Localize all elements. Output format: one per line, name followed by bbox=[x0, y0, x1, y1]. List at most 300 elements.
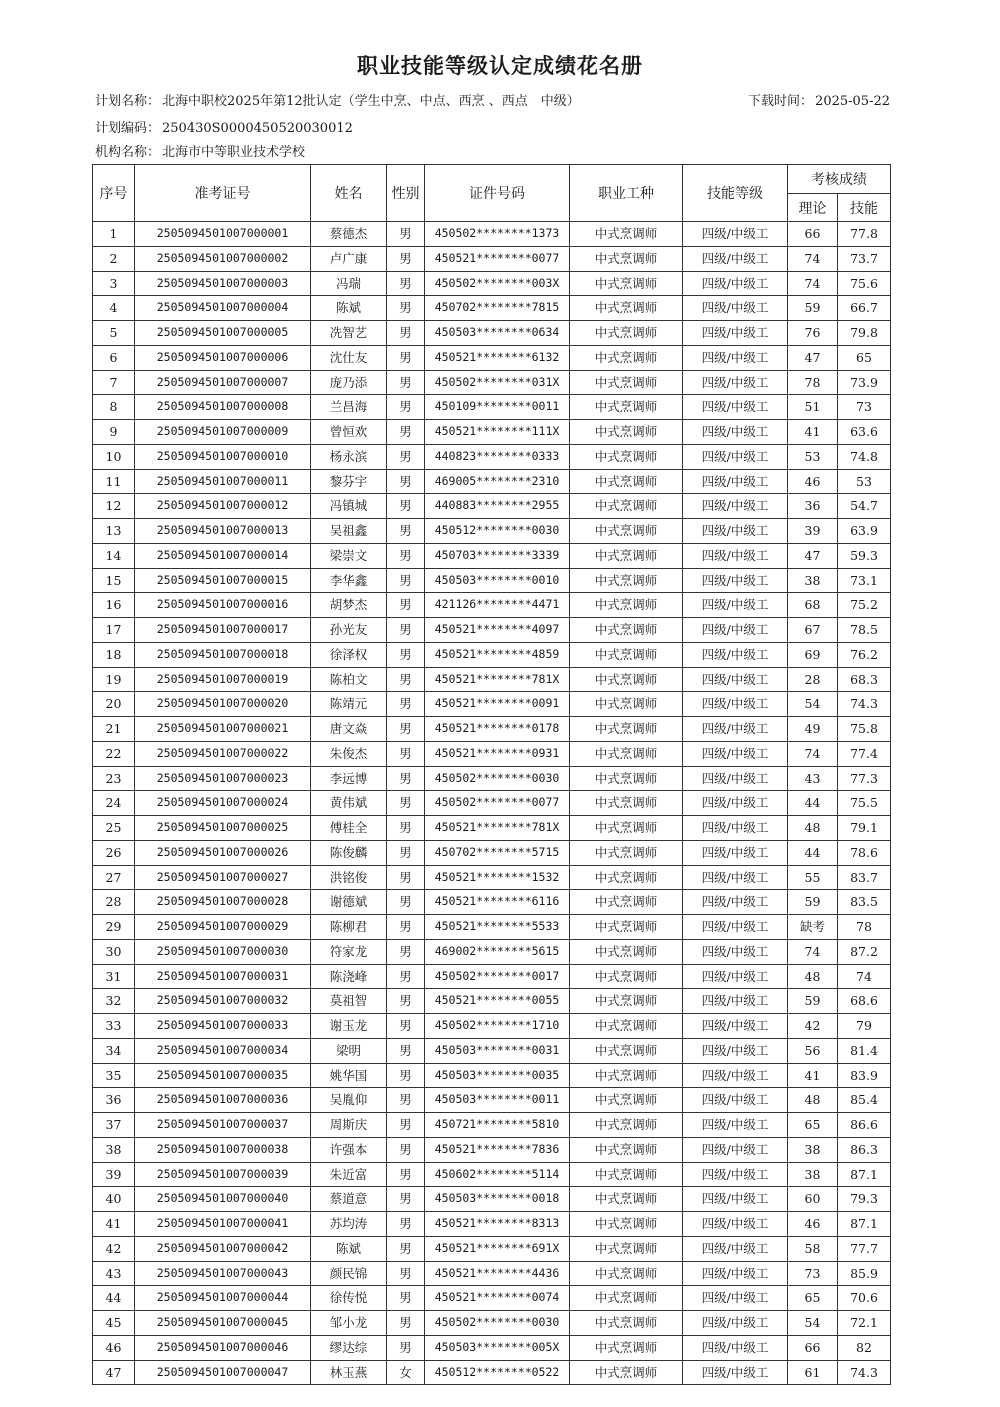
theory-score-cell: 74 bbox=[788, 271, 838, 296]
exam-id-cell: 2505094501007000008 bbox=[135, 395, 311, 420]
skill-level-cell: 四级/中级工 bbox=[683, 444, 788, 469]
theory-score-cell: 36 bbox=[788, 494, 838, 519]
theory-score-cell: 41 bbox=[788, 420, 838, 445]
name-cell: 蔡德杰 bbox=[311, 222, 387, 247]
table-row bbox=[93, 964, 891, 989]
name-cell: 梁明 bbox=[311, 1038, 387, 1063]
theory-score-cell: 38 bbox=[788, 1137, 838, 1162]
skill-level-cell: 四级/中级工 bbox=[683, 593, 788, 618]
exam-id-cell: 2505094501007000044 bbox=[135, 1286, 311, 1311]
theory-score-cell: 38 bbox=[788, 1162, 838, 1187]
theory-score-cell: 53 bbox=[788, 444, 838, 469]
skill-score-cell: 87.2 bbox=[838, 939, 891, 964]
seq-cell: 38 bbox=[93, 1137, 135, 1162]
id-number-cell: 450521********8313 bbox=[425, 1212, 570, 1237]
exam-id-cell: 2505094501007000030 bbox=[135, 939, 311, 964]
id-number-cell: 450521********111X bbox=[425, 420, 570, 445]
occupation-cell: 中式烹调师 bbox=[570, 1212, 683, 1237]
gender-cell: 男 bbox=[387, 766, 425, 791]
skill-level-cell: 四级/中级工 bbox=[683, 865, 788, 890]
skill-level-cell: 四级/中级工 bbox=[683, 543, 788, 568]
table-row bbox=[93, 618, 891, 643]
table-row bbox=[93, 1360, 891, 1385]
skill-level-cell: 四级/中级工 bbox=[683, 1038, 788, 1063]
gender-cell: 女 bbox=[387, 1360, 425, 1385]
exam-id-cell: 2505094501007000038 bbox=[135, 1137, 311, 1162]
table-row bbox=[93, 345, 891, 370]
table-row bbox=[93, 1088, 891, 1113]
exam-id-cell: 2505094501007000031 bbox=[135, 964, 311, 989]
theory-score-cell: 39 bbox=[788, 519, 838, 544]
skill-score-cell: 87.1 bbox=[838, 1162, 891, 1187]
name-cell: 庞乃添 bbox=[311, 370, 387, 395]
exam-id-cell: 2505094501007000045 bbox=[135, 1311, 311, 1336]
seq-cell: 30 bbox=[93, 939, 135, 964]
gender-cell: 男 bbox=[387, 519, 425, 544]
table-row bbox=[93, 444, 891, 469]
score-roster-table bbox=[92, 164, 891, 1385]
roster-body bbox=[93, 222, 891, 1385]
skill-score-cell: 79.3 bbox=[838, 1187, 891, 1212]
table-row bbox=[93, 865, 891, 890]
skill-level-cell: 四级/中级工 bbox=[683, 1187, 788, 1212]
seq-cell: 12 bbox=[93, 494, 135, 519]
skill-level-cell: 四级/中级工 bbox=[683, 568, 788, 593]
exam-id-cell: 2505094501007000042 bbox=[135, 1236, 311, 1261]
seq-cell: 18 bbox=[93, 642, 135, 667]
seq-cell: 26 bbox=[93, 840, 135, 865]
id-number-cell: 469005********2310 bbox=[425, 469, 570, 494]
exam-id-cell: 2505094501007000036 bbox=[135, 1088, 311, 1113]
seq-cell: 47 bbox=[93, 1360, 135, 1385]
org-name-label: 机构名称： bbox=[95, 145, 161, 160]
table-row bbox=[93, 989, 891, 1014]
occupation-cell: 中式烹调师 bbox=[570, 1038, 683, 1063]
theory-score-cell: 54 bbox=[788, 692, 838, 717]
seq-cell: 31 bbox=[93, 964, 135, 989]
org-name-value: 北海市中等职业技术学校 bbox=[162, 145, 306, 160]
seq-cell: 16 bbox=[93, 593, 135, 618]
seq-cell: 42 bbox=[93, 1236, 135, 1261]
exam-id-cell: 2505094501007000018 bbox=[135, 642, 311, 667]
theory-score-cell: 42 bbox=[788, 1014, 838, 1039]
skill-score-cell: 63.9 bbox=[838, 519, 891, 544]
seq-cell: 15 bbox=[93, 568, 135, 593]
seq-cell: 44 bbox=[93, 1286, 135, 1311]
name-cell: 冯镇城 bbox=[311, 494, 387, 519]
exam-id-cell: 2505094501007000001 bbox=[135, 222, 311, 247]
occupation-cell: 中式烹调师 bbox=[570, 469, 683, 494]
skill-score-cell: 70.6 bbox=[838, 1286, 891, 1311]
header-seq: 序号 bbox=[93, 165, 135, 222]
gender-cell: 男 bbox=[387, 989, 425, 1014]
occupation-cell: 中式烹调师 bbox=[570, 1137, 683, 1162]
occupation-cell: 中式烹调师 bbox=[570, 1286, 683, 1311]
header-id-number: 证件号码 bbox=[425, 165, 570, 222]
occupation-cell: 中式烹调师 bbox=[570, 370, 683, 395]
header-name: 姓名 bbox=[311, 165, 387, 222]
occupation-cell: 中式烹调师 bbox=[570, 964, 683, 989]
seq-cell: 5 bbox=[93, 321, 135, 346]
header-exam-id: 准考证号 bbox=[135, 165, 311, 222]
gender-cell: 男 bbox=[387, 1212, 425, 1237]
theory-score-cell: 74 bbox=[788, 939, 838, 964]
header-score-group: 考核成绩 bbox=[788, 165, 891, 194]
skill-score-cell: 74 bbox=[838, 964, 891, 989]
skill-score-cell: 72.1 bbox=[838, 1311, 891, 1336]
occupation-cell: 中式烹调师 bbox=[570, 618, 683, 643]
gender-cell: 男 bbox=[387, 1261, 425, 1286]
theory-score-cell: 28 bbox=[788, 667, 838, 692]
theory-score-cell: 48 bbox=[788, 1088, 838, 1113]
occupation-cell: 中式烹调师 bbox=[570, 296, 683, 321]
skill-score-cell: 59.3 bbox=[838, 543, 891, 568]
occupation-cell: 中式烹调师 bbox=[570, 543, 683, 568]
seq-cell: 40 bbox=[93, 1187, 135, 1212]
skill-score-cell: 73.1 bbox=[838, 568, 891, 593]
seq-cell: 22 bbox=[93, 741, 135, 766]
exam-id-cell: 2505094501007000012 bbox=[135, 494, 311, 519]
skill-score-cell: 85.4 bbox=[838, 1088, 891, 1113]
id-number-cell: 469002********5615 bbox=[425, 939, 570, 964]
table-row bbox=[93, 816, 891, 841]
id-number-cell: 450521********6116 bbox=[425, 890, 570, 915]
skill-level-cell: 四级/中级工 bbox=[683, 692, 788, 717]
skill-score-cell: 85.9 bbox=[838, 1261, 891, 1286]
id-number-cell: 450503********0634 bbox=[425, 321, 570, 346]
theory-score-cell: 48 bbox=[788, 964, 838, 989]
id-number-cell: 450521********6132 bbox=[425, 345, 570, 370]
occupation-cell: 中式烹调师 bbox=[570, 766, 683, 791]
exam-id-cell: 2505094501007000004 bbox=[135, 296, 311, 321]
occupation-cell: 中式烹调师 bbox=[570, 1113, 683, 1138]
gender-cell: 男 bbox=[387, 1088, 425, 1113]
skill-score-cell: 81.4 bbox=[838, 1038, 891, 1063]
theory-score-cell: 51 bbox=[788, 395, 838, 420]
seq-cell: 8 bbox=[93, 395, 135, 420]
skill-level-cell: 四级/中级工 bbox=[683, 370, 788, 395]
skill-level-cell: 四级/中级工 bbox=[683, 222, 788, 247]
skill-level-cell: 四级/中级工 bbox=[683, 1137, 788, 1162]
name-cell: 陈柏文 bbox=[311, 667, 387, 692]
id-number-cell: 450521********0091 bbox=[425, 692, 570, 717]
gender-cell: 男 bbox=[387, 1137, 425, 1162]
exam-id-cell: 2505094501007000021 bbox=[135, 717, 311, 742]
id-number-cell: 450521********0074 bbox=[425, 1286, 570, 1311]
theory-score-cell: 46 bbox=[788, 1212, 838, 1237]
seq-cell: 14 bbox=[93, 543, 135, 568]
plan-name-line bbox=[95, 90, 580, 109]
table-row bbox=[93, 692, 891, 717]
id-number-cell: 421126********4471 bbox=[425, 593, 570, 618]
name-cell: 傅桂全 bbox=[311, 816, 387, 841]
gender-cell: 男 bbox=[387, 741, 425, 766]
theory-score-cell: 69 bbox=[788, 642, 838, 667]
skill-level-cell: 四级/中级工 bbox=[683, 939, 788, 964]
theory-score-cell: 66 bbox=[788, 1335, 838, 1360]
occupation-cell: 中式烹调师 bbox=[570, 890, 683, 915]
occupation-cell: 中式烹调师 bbox=[570, 791, 683, 816]
skill-level-cell: 四级/中级工 bbox=[683, 519, 788, 544]
name-cell: 谢德斌 bbox=[311, 890, 387, 915]
skill-score-cell: 77.8 bbox=[838, 222, 891, 247]
seq-cell: 27 bbox=[93, 865, 135, 890]
theory-score-cell: 48 bbox=[788, 816, 838, 841]
exam-id-cell: 2505094501007000034 bbox=[135, 1038, 311, 1063]
exam-id-cell: 2505094501007000007 bbox=[135, 370, 311, 395]
seq-cell: 4 bbox=[93, 296, 135, 321]
table-row bbox=[93, 568, 891, 593]
gender-cell: 男 bbox=[387, 1335, 425, 1360]
occupation-cell: 中式烹调师 bbox=[570, 939, 683, 964]
occupation-cell: 中式烹调师 bbox=[570, 568, 683, 593]
skill-level-cell: 四级/中级工 bbox=[683, 1113, 788, 1138]
gender-cell: 男 bbox=[387, 1113, 425, 1138]
occupation-cell: 中式烹调师 bbox=[570, 717, 683, 742]
id-number-cell: 450702********7815 bbox=[425, 296, 570, 321]
gender-cell: 男 bbox=[387, 543, 425, 568]
id-number-cell: 450521********1532 bbox=[425, 865, 570, 890]
name-cell: 唐文焱 bbox=[311, 717, 387, 742]
gender-cell: 男 bbox=[387, 1014, 425, 1039]
skill-level-cell: 四级/中级工 bbox=[683, 1311, 788, 1336]
exam-id-cell: 2505094501007000047 bbox=[135, 1360, 311, 1385]
table-row bbox=[93, 593, 891, 618]
exam-id-cell: 2505094501007000040 bbox=[135, 1187, 311, 1212]
id-number-cell: 450521********691X bbox=[425, 1236, 570, 1261]
theory-score-cell: 59 bbox=[788, 989, 838, 1014]
theory-score-cell: 60 bbox=[788, 1187, 838, 1212]
table-row bbox=[93, 1212, 891, 1237]
name-cell: 陈斌 bbox=[311, 296, 387, 321]
seq-cell: 25 bbox=[93, 816, 135, 841]
skill-score-cell: 83.5 bbox=[838, 890, 891, 915]
occupation-cell: 中式烹调师 bbox=[570, 1360, 683, 1385]
theory-score-cell: 78 bbox=[788, 370, 838, 395]
theory-score-cell: 43 bbox=[788, 766, 838, 791]
table-row bbox=[93, 296, 891, 321]
occupation-cell: 中式烹调师 bbox=[570, 1311, 683, 1336]
occupation-cell: 中式烹调师 bbox=[570, 741, 683, 766]
skill-level-cell: 四级/中级工 bbox=[683, 1162, 788, 1187]
skill-score-cell: 74.3 bbox=[838, 1360, 891, 1385]
skill-score-cell: 78 bbox=[838, 915, 891, 940]
skill-level-cell: 四级/中级工 bbox=[683, 395, 788, 420]
skill-level-cell: 四级/中级工 bbox=[683, 321, 788, 346]
gender-cell: 男 bbox=[387, 1311, 425, 1336]
skill-score-cell: 83.7 bbox=[838, 865, 891, 890]
exam-id-cell: 2505094501007000017 bbox=[135, 618, 311, 643]
skill-score-cell: 86.3 bbox=[838, 1137, 891, 1162]
gender-cell: 男 bbox=[387, 1038, 425, 1063]
occupation-cell: 中式烹调师 bbox=[570, 816, 683, 841]
seq-cell: 35 bbox=[93, 1063, 135, 1088]
theory-score-cell: 66 bbox=[788, 222, 838, 247]
skill-level-cell: 四级/中级工 bbox=[683, 989, 788, 1014]
seq-cell: 45 bbox=[93, 1311, 135, 1336]
seq-cell: 3 bbox=[93, 271, 135, 296]
table-row bbox=[93, 1113, 891, 1138]
name-cell: 周斯庆 bbox=[311, 1113, 387, 1138]
skill-level-cell: 四级/中级工 bbox=[683, 964, 788, 989]
exam-id-cell: 2505094501007000027 bbox=[135, 865, 311, 890]
skill-level-cell: 四级/中级工 bbox=[683, 1335, 788, 1360]
table-row bbox=[93, 939, 891, 964]
skill-score-cell: 82 bbox=[838, 1335, 891, 1360]
occupation-cell: 中式烹调师 bbox=[570, 840, 683, 865]
skill-level-cell: 四级/中级工 bbox=[683, 890, 788, 915]
id-number-cell: 450503********0018 bbox=[425, 1187, 570, 1212]
header-theory: 理论 bbox=[788, 194, 838, 222]
gender-cell: 男 bbox=[387, 890, 425, 915]
theory-score-cell: 55 bbox=[788, 865, 838, 890]
table-row bbox=[93, 1137, 891, 1162]
skill-level-cell: 四级/中级工 bbox=[683, 1286, 788, 1311]
skill-score-cell: 79.1 bbox=[838, 816, 891, 841]
theory-score-cell: 67 bbox=[788, 618, 838, 643]
skill-level-cell: 四级/中级工 bbox=[683, 766, 788, 791]
name-cell: 李华鑫 bbox=[311, 568, 387, 593]
seq-cell: 43 bbox=[93, 1261, 135, 1286]
name-cell: 梁崇文 bbox=[311, 543, 387, 568]
id-number-cell: 450521********4436 bbox=[425, 1261, 570, 1286]
table-row bbox=[93, 1261, 891, 1286]
gender-cell: 男 bbox=[387, 791, 425, 816]
occupation-cell: 中式烹调师 bbox=[570, 642, 683, 667]
name-cell: 朱俊杰 bbox=[311, 741, 387, 766]
theory-score-cell: 49 bbox=[788, 717, 838, 742]
seq-cell: 20 bbox=[93, 692, 135, 717]
skill-level-cell: 四级/中级工 bbox=[683, 667, 788, 692]
occupation-cell: 中式烹调师 bbox=[570, 692, 683, 717]
seq-cell: 36 bbox=[93, 1088, 135, 1113]
skill-level-cell: 四级/中级工 bbox=[683, 246, 788, 271]
seq-cell: 7 bbox=[93, 370, 135, 395]
seq-cell: 19 bbox=[93, 667, 135, 692]
skill-score-cell: 87.1 bbox=[838, 1212, 891, 1237]
table-row bbox=[93, 1014, 891, 1039]
table-row bbox=[93, 890, 891, 915]
occupation-cell: 中式烹调师 bbox=[570, 246, 683, 271]
gender-cell: 男 bbox=[387, 444, 425, 469]
occupation-cell: 中式烹调师 bbox=[570, 519, 683, 544]
name-cell: 冼智艺 bbox=[311, 321, 387, 346]
plan-code-label: 计划编码： bbox=[95, 121, 161, 136]
id-number-cell: 450109********0011 bbox=[425, 395, 570, 420]
exam-id-cell: 2505094501007000033 bbox=[135, 1014, 311, 1039]
gender-cell: 男 bbox=[387, 246, 425, 271]
table-row bbox=[93, 246, 891, 271]
theory-score-cell: 74 bbox=[788, 741, 838, 766]
skill-score-cell: 65 bbox=[838, 345, 891, 370]
id-number-cell: 450521********781X bbox=[425, 816, 570, 841]
skill-score-cell: 68.6 bbox=[838, 989, 891, 1014]
exam-id-cell: 2505094501007000037 bbox=[135, 1113, 311, 1138]
name-cell: 李远博 bbox=[311, 766, 387, 791]
table-row bbox=[93, 1162, 891, 1187]
occupation-cell: 中式烹调师 bbox=[570, 395, 683, 420]
exam-id-cell: 2505094501007000003 bbox=[135, 271, 311, 296]
occupation-cell: 中式烹调师 bbox=[570, 321, 683, 346]
skill-level-cell: 四级/中级工 bbox=[683, 345, 788, 370]
gender-cell: 男 bbox=[387, 692, 425, 717]
gender-cell: 男 bbox=[387, 1236, 425, 1261]
skill-level-cell: 四级/中级工 bbox=[683, 296, 788, 321]
skill-level-cell: 四级/中级工 bbox=[683, 1261, 788, 1286]
skill-level-cell: 四级/中级工 bbox=[683, 469, 788, 494]
occupation-cell: 中式烹调师 bbox=[570, 1014, 683, 1039]
id-number-cell: 450521********0931 bbox=[425, 741, 570, 766]
skill-score-cell: 79 bbox=[838, 1014, 891, 1039]
skill-score-cell: 75.8 bbox=[838, 717, 891, 742]
exam-id-cell: 2505094501007000009 bbox=[135, 420, 311, 445]
id-number-cell: 450502********0030 bbox=[425, 766, 570, 791]
theory-score-cell: 41 bbox=[788, 1063, 838, 1088]
seq-cell: 1 bbox=[93, 222, 135, 247]
gender-cell: 男 bbox=[387, 494, 425, 519]
name-cell: 陈浇峰 bbox=[311, 964, 387, 989]
id-number-cell: 450502********1710 bbox=[425, 1014, 570, 1039]
gender-cell: 男 bbox=[387, 618, 425, 643]
gender-cell: 男 bbox=[387, 840, 425, 865]
gender-cell: 男 bbox=[387, 1063, 425, 1088]
header-skill-level: 技能等级 bbox=[683, 165, 788, 222]
skill-score-cell: 54.7 bbox=[838, 494, 891, 519]
exam-id-cell: 2505094501007000032 bbox=[135, 989, 311, 1014]
gender-cell: 男 bbox=[387, 667, 425, 692]
skill-score-cell: 78.6 bbox=[838, 840, 891, 865]
seq-cell: 9 bbox=[93, 420, 135, 445]
id-number-cell: 450521********0178 bbox=[425, 717, 570, 742]
name-cell: 吴胤仰 bbox=[311, 1088, 387, 1113]
gender-cell: 男 bbox=[387, 717, 425, 742]
theory-score-cell: 47 bbox=[788, 345, 838, 370]
occupation-cell: 中式烹调师 bbox=[570, 667, 683, 692]
occupation-cell: 中式烹调师 bbox=[570, 494, 683, 519]
theory-score-cell: 65 bbox=[788, 1113, 838, 1138]
occupation-cell: 中式烹调师 bbox=[570, 865, 683, 890]
skill-level-cell: 四级/中级工 bbox=[683, 741, 788, 766]
id-number-cell: 450512********0522 bbox=[425, 1360, 570, 1385]
exam-id-cell: 2505094501007000046 bbox=[135, 1335, 311, 1360]
occupation-cell: 中式烹调师 bbox=[570, 271, 683, 296]
seq-cell: 11 bbox=[93, 469, 135, 494]
table-row bbox=[93, 915, 891, 940]
name-cell: 杨永滨 bbox=[311, 444, 387, 469]
name-cell: 苏均涛 bbox=[311, 1212, 387, 1237]
name-cell: 陈靖元 bbox=[311, 692, 387, 717]
occupation-cell: 中式烹调师 bbox=[570, 989, 683, 1014]
seq-cell: 37 bbox=[93, 1113, 135, 1138]
gender-cell: 男 bbox=[387, 1286, 425, 1311]
table-row bbox=[93, 370, 891, 395]
name-cell: 颜民锦 bbox=[311, 1261, 387, 1286]
skill-level-cell: 四级/中级工 bbox=[683, 618, 788, 643]
table-row bbox=[93, 1038, 891, 1063]
theory-score-cell: 47 bbox=[788, 543, 838, 568]
skill-level-cell: 四级/中级工 bbox=[683, 1014, 788, 1039]
org-name-line bbox=[95, 141, 305, 160]
id-number-cell: 440883********2955 bbox=[425, 494, 570, 519]
header-gender: 性别 bbox=[387, 165, 425, 222]
gender-cell: 男 bbox=[387, 345, 425, 370]
id-number-cell: 450602********5114 bbox=[425, 1162, 570, 1187]
id-number-cell: 450502********003X bbox=[425, 271, 570, 296]
table-row bbox=[93, 395, 891, 420]
plan-name-value: 北海中职校2025年第12批认定（学生中烹、中点、西烹 、西点 中级） bbox=[162, 94, 580, 109]
gender-cell: 男 bbox=[387, 271, 425, 296]
exam-id-cell: 2505094501007000039 bbox=[135, 1162, 311, 1187]
